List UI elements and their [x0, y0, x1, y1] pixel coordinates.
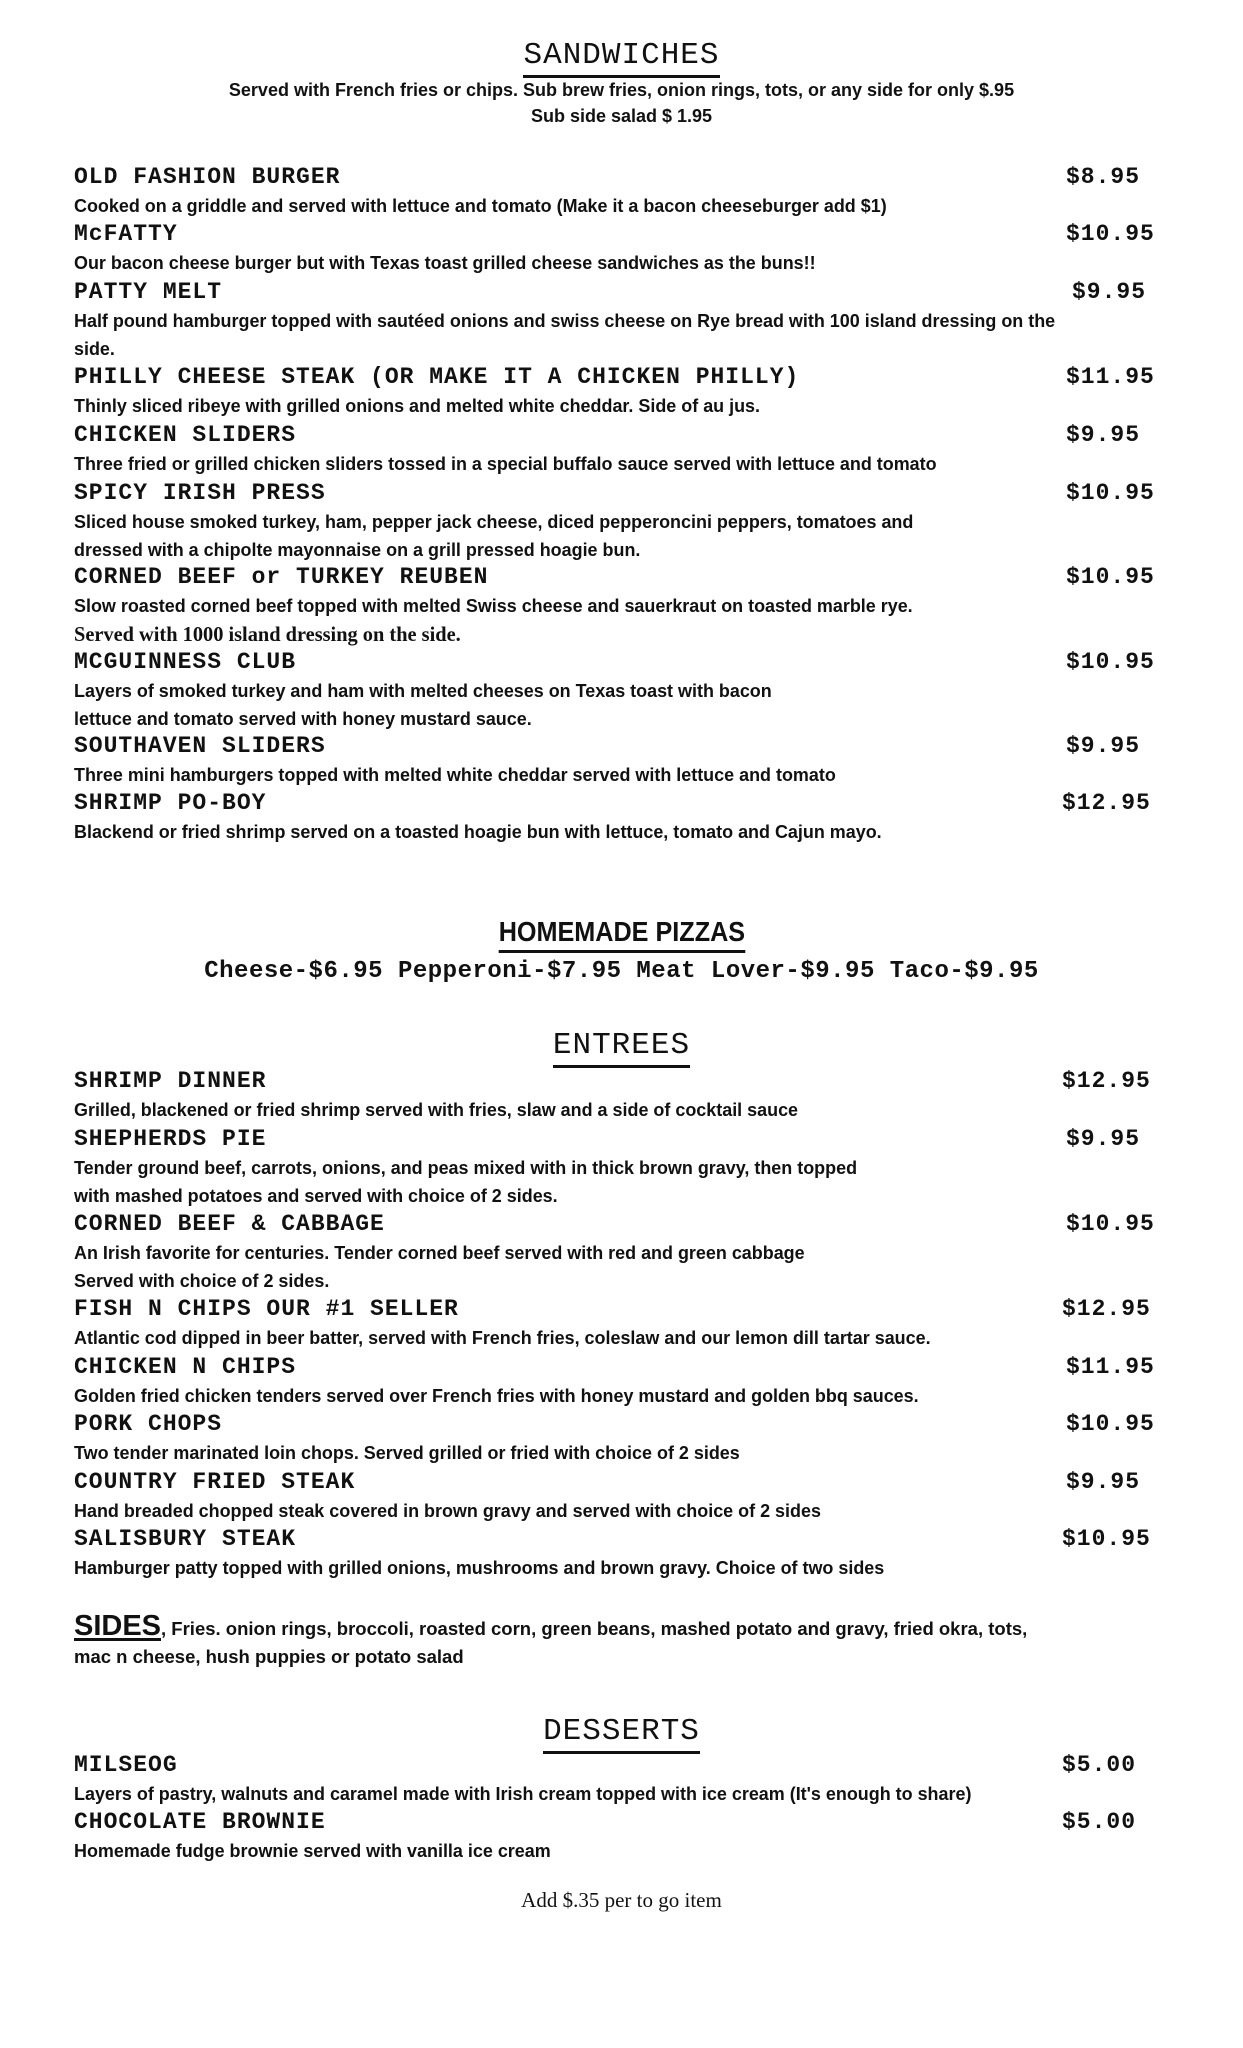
item-description [74, 307, 1122, 363]
description-line: Served with 1000 island dressing on the side. [74, 622, 461, 646]
description-line: Golden fried chicken tenders served over French fries with honey mustard and golden bbq sauces. [74, 1385, 919, 1406]
description-line: Three mini hamburgers topped with melted white cheddar served with lettuce and tomato [74, 764, 836, 785]
item-description [74, 508, 1122, 564]
item-name: FISH N CHIPS OUR #1 SELLER [74, 1296, 459, 1322]
item-description [74, 592, 1122, 648]
pizza-prices: Cheese-$6.95 Pepperoni-$7.95 Meat Lover-$9.95 Taco-$9.95 [204, 958, 1039, 985]
item-description [74, 761, 1122, 789]
sandwiches-heading [0, 40, 1243, 78]
item-description [74, 1324, 1122, 1352]
item-name: CORNED BEEF or TURKEY REUBEN [74, 564, 489, 590]
sides-section [74, 1612, 1174, 1671]
description-line: An Irish favorite for centuries. Tender corned beef served with red and green cabbage [74, 1242, 805, 1263]
item-price: $12.95 [1062, 1296, 1151, 1322]
item-description [74, 1239, 1122, 1295]
item-description [74, 818, 1122, 846]
desserts-title: DESSERTS [543, 1716, 700, 1754]
description-line: lettuce and tomato served with honey mustard sauce. [74, 708, 532, 729]
item-description [74, 1497, 1122, 1525]
item-name: SHEPHERDS PIE [74, 1126, 267, 1152]
description-line: Served with choice of 2 sides. [74, 1270, 330, 1291]
item-price: $10.95 [1066, 221, 1155, 247]
item-description [74, 1554, 1122, 1582]
item-description [74, 1096, 1122, 1124]
item-price: $9.95 [1066, 733, 1141, 759]
item-price: $5.00 [1062, 1752, 1137, 1778]
description-line: Half pound hamburger topped with sautéed onions and swiss cheese on Rye bread with 100 island dressing on the [74, 310, 1056, 331]
description-line: Cooked on a griddle and served with lettuce and tomato (Make it a bacon cheeseburger add $1) [74, 195, 887, 216]
sides-line-2: mac n cheese, hush puppies or potato salad [74, 1646, 464, 1667]
item-description [74, 677, 1122, 733]
description-line: Atlantic cod dipped in beer batter, served with French fries, coleslaw and our lemon dill tartar sauce. [74, 1327, 931, 1348]
description-line: with mashed potatoes and served with choice of 2 sides. [74, 1185, 558, 1206]
item-name: MCGUINNESS CLUB [74, 649, 297, 675]
item-price: $10.95 [1066, 1411, 1155, 1437]
sides-label: SIDES [74, 1610, 162, 1642]
item-description [74, 1382, 1122, 1410]
description-line: Grilled, blackened or fried shrimp served with fries, slaw and a side of cocktail sauce [74, 1099, 799, 1120]
item-name: CHICKEN SLIDERS [74, 422, 297, 448]
description-line: Hamburger patty topped with grilled onions, mushrooms and brown gravy. Choice of two sides [74, 1557, 885, 1578]
sandwiches-title: SANDWICHES [523, 40, 719, 78]
sandwiches-note-2: Sub side salad $ 1.95 [530, 106, 713, 126]
description-line: Blackend or fried shrimp served on a toasted hoagie bun with lettuce, tomato and Cajun mayo. [74, 821, 882, 842]
description-line: Homemade fudge brownie served with vanilla ice cream [74, 1840, 551, 1861]
description-line: Tender ground beef, carrots, onions, and peas mixed with in thick brown gravy, then topped [74, 1157, 858, 1178]
item-description [74, 392, 1122, 420]
to-go-note: Add $.35 per to go item [521, 1888, 722, 1912]
item-price: $8.95 [1066, 164, 1141, 190]
description-line: Two tender marinated loin chops. Served grilled or fried with choice of 2 sides [74, 1442, 740, 1463]
entrees-heading [0, 1030, 1243, 1068]
item-description [74, 1780, 1122, 1808]
description-line: Thinly sliced ribeye with grilled onions and melted white cheddar. Side of au jus. [74, 395, 761, 416]
item-price: $11.95 [1066, 364, 1155, 390]
item-price: $5.00 [1062, 1809, 1137, 1835]
item-price: $9.95 [1066, 1126, 1141, 1152]
description-line: Layers of pastry, walnuts and caramel made with Irish cream topped with ice cream (It's enough to share) [74, 1783, 972, 1804]
sides-line-1: , Fries. onion rings, broccoli, roasted corn, green beans, mashed potato and gravy, fried okra, tots, [161, 1618, 1028, 1639]
pizzas-heading [0, 918, 1243, 953]
description-line: Our bacon cheese burger but with Texas toast grilled cheese sandwiches as the buns!! [74, 252, 816, 273]
item-name: McFATTY [74, 221, 178, 247]
item-description [74, 249, 1122, 277]
item-description [74, 1439, 1122, 1467]
item-description [74, 192, 1122, 220]
pizzas-title: HOMEMADE PIZZAS [498, 918, 744, 953]
desserts-heading [0, 1716, 1243, 1754]
item-price: $12.95 [1062, 790, 1151, 816]
item-name: MILSEOG [74, 1752, 178, 1778]
item-name: SPICY IRISH PRESS [74, 480, 326, 506]
item-price: $10.95 [1066, 649, 1155, 675]
item-price: $10.95 [1066, 1211, 1155, 1237]
item-name: SHRIMP DINNER [74, 1068, 267, 1094]
item-price: $12.95 [1062, 1068, 1151, 1094]
item-name: SHRIMP PO-BOY [74, 790, 267, 816]
item-price: $10.95 [1066, 564, 1155, 590]
item-name: CHOCOLATE BROWNIE [74, 1809, 326, 1835]
item-name: CHICKEN N CHIPS [74, 1354, 297, 1380]
description-line: Slow roasted corned beef topped with melted Swiss cheese and sauerkraut on toasted marble rye. [74, 595, 913, 616]
item-name: SOUTHAVEN SLIDERS [74, 733, 326, 759]
description-line: Sliced house smoked turkey, ham, pepper jack cheese, diced pepperoncini peppers, tomatoes and [74, 511, 914, 532]
item-price: $9.95 [1072, 279, 1147, 305]
item-name: PORK CHOPS [74, 1411, 223, 1437]
item-name: COUNTRY FRIED STEAK [74, 1469, 356, 1495]
item-name: CORNED BEEF & CABBAGE [74, 1211, 385, 1237]
item-description [74, 1837, 1122, 1865]
item-price: $9.95 [1066, 422, 1141, 448]
description-line: Hand breaded chopped steak covered in brown gravy and served with choice of 2 sides [74, 1500, 821, 1521]
item-name: PATTY MELT [74, 279, 223, 305]
description-line: side. [74, 338, 115, 359]
item-price: $10.95 [1062, 1526, 1151, 1552]
item-price: $11.95 [1066, 1354, 1155, 1380]
item-price: $10.95 [1066, 480, 1155, 506]
item-description [74, 1154, 1122, 1210]
description-line: Three fried or grilled chicken sliders tossed in a special buffalo sauce served with lettuce and tomato [74, 453, 937, 474]
entrees-title: ENTREES [553, 1030, 690, 1068]
item-name: SALISBURY STEAK [74, 1526, 297, 1552]
item-name: OLD FASHION BURGER [74, 164, 341, 190]
item-name: PHILLY CHEESE STEAK (OR MAKE IT A CHICKEN PHILLY) [74, 364, 800, 390]
item-description [74, 450, 1122, 478]
description-line: Layers of smoked turkey and ham with melted cheeses on Texas toast with bacon [74, 680, 772, 701]
sandwiches-note-1: Served with French fries or chips. Sub brew fries, onion rings, tots, or any side for only $.95 [228, 80, 1015, 100]
description-line: dressed with a chipolte mayonnaise on a grill pressed hoagie bun. [74, 539, 641, 560]
item-price: $9.95 [1066, 1469, 1141, 1495]
